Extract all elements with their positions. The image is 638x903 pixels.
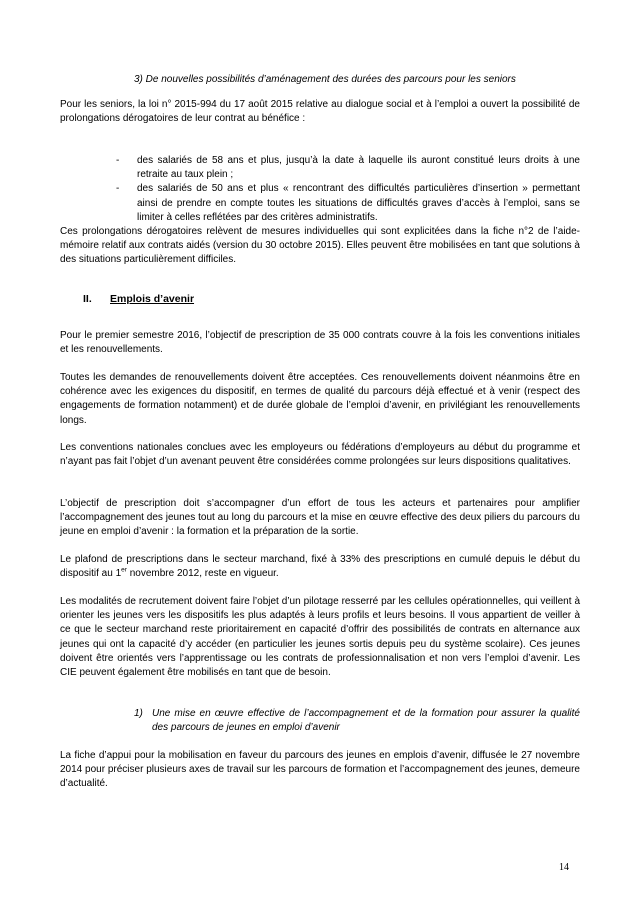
section-heading-number: II. [83, 293, 92, 305]
paragraph-plafond-text [60, 553, 580, 581]
paragraph-conventions [60, 441, 580, 469]
bullet-text: des salariés de 58 ans et plus, jusqu’à la date à laquelle ils auront constitué leurs droits à une retraite au taux plein ; [137, 155, 580, 181]
paragraph-plafond [60, 553, 580, 581]
paragraph-objectif-text: Pour le premier semestre 2016, l’objectif de prescription de 35 000 contrats couvre à la fois les conventions initiales et les renouvellements. [60, 330, 580, 356]
bullet-list [116, 154, 580, 225]
section-subheading: 3) De nouvelles possibilités d’aménagement des durées des parcours pour les seniors [134, 74, 516, 85]
subsection-number: 1) [134, 708, 143, 719]
paragraph-effort-text: L’objectif de prescription doit s’accompagner d’un effort de tous les acteurs et partenaires pour amplifier l’accompagnement des jeunes tout au long du parcours et la mise en œuvre effective des deux piliers du parcours du jeune en emploi d’avenir : la formation et la préparation de la sortie. [60, 498, 580, 538]
paragraph-effort [60, 497, 580, 540]
section-heading-title: Emplois d’avenir [110, 293, 195, 305]
list-item [116, 154, 580, 182]
ordinal-superscript: er [121, 566, 127, 574]
subsection-heading [134, 707, 580, 735]
paragraph-seniors [60, 98, 580, 126]
bullet-dash: - [116, 183, 120, 195]
plafond-text-start: Le plafond de prescriptions dans le secteur marchand, fixé à 33% des prescriptions en cumulé depuis le début du dispositif au 1 [60, 554, 580, 580]
paragraph-conventions-text: Les conventions nationales conclues avec les employeurs ou fédérations d’employeurs au début du programme et n’ayant pas fait l’objet d’un avenant peuvent être considérées comme prolongées sur leurs dispositions qualitatives. [60, 442, 580, 468]
paragraph-prolongations [60, 225, 580, 268]
page-number: 14 [559, 862, 569, 873]
paragraph-seniors-text: Pour les seniors, la loi n° 2015-994 du 17 août 2015 relative au dialogue social et à l’emploi a ouvert la possibilité de prolongations dérogatoires de leur contrat au bénéfice : [60, 99, 580, 125]
paragraph-fiche [60, 749, 580, 792]
section-heading [83, 293, 194, 305]
paragraph-modalites-text: Les modalités de recrutement doivent faire l’objet d’un pilotage resserré par les cellules opérationnelles, qui veillent à orienter les jeunes vers les dispositifs les plus adaptés à leurs profils et leurs besoins. Il vous appartient de veiller à ce que le secteur marchand reste prioritairement en capacité d’offrir des possibilités de contrats en alternance aux jeunes qui ont la capacité d’y accéder (en particulier les jeunes sortis depuis peu du système scolaire). Ces jeunes doivent être orientés vers l’apprentissage ou les contrats de professionnalisation et non vers l’emploi d’avenir. Les CIE peuvent également être mobilisés en tant que de besoin. [60, 596, 580, 679]
paragraph-prolongations-text: Ces prolongations dérogatoires relèvent de mesures individuelles qui sont explicitées dans la fiche n°2 de l’aide-mémoire relatif aux contrats aidés (version du 30 octobre 2015). Elles peuvent être mobilisées en tant que solutions à des situations particulièrement difficiles. [60, 226, 580, 266]
bullet-text: des salariés de 50 ans et plus « rencontrant des difficultés particulières d’insertion » permettant ainsi de prendre en compte toutes les situations de difficultés graves d’accès à l’emploi, sans se limiter à celles reflétées par des critères administratifs. [137, 183, 580, 223]
bullet-dash: - [116, 155, 120, 166]
plafond-text-end: novembre 2012, reste en vigueur. [126, 568, 279, 580]
list-item [116, 182, 580, 225]
paragraph-modalites [60, 595, 580, 680]
paragraph-objectif [60, 329, 580, 357]
paragraph-fiche-text: La fiche d’appui pour la mobilisation en faveur du parcours des jeunes en emplois d’avenir, diffusée le 27 novembre 2014 pour préciser plusieurs axes de travail sur les parcours de formation et l’accompagnement des jeunes, demeure d’actualité. [60, 750, 580, 790]
paragraph-renouvellements-text: Toutes les demandes de renouvellements doivent être acceptées. Ces renouvellements doivent néanmoins être en cohérence avec les exigences du dispositif, en termes de qualité du parcours déjà effectué et à venir (respect des engagements de formation notamment) et de durée globale de l’emploi d’avenir, en privilégiant les renouvellements longs. [60, 372, 580, 426]
paragraph-renouvellements [60, 371, 580, 428]
subsection-title: Une mise en œuvre effective de l’accompagnement et de la formation pour assurer la qualité des parcours de jeunes en emploi d’avenir [152, 708, 580, 734]
